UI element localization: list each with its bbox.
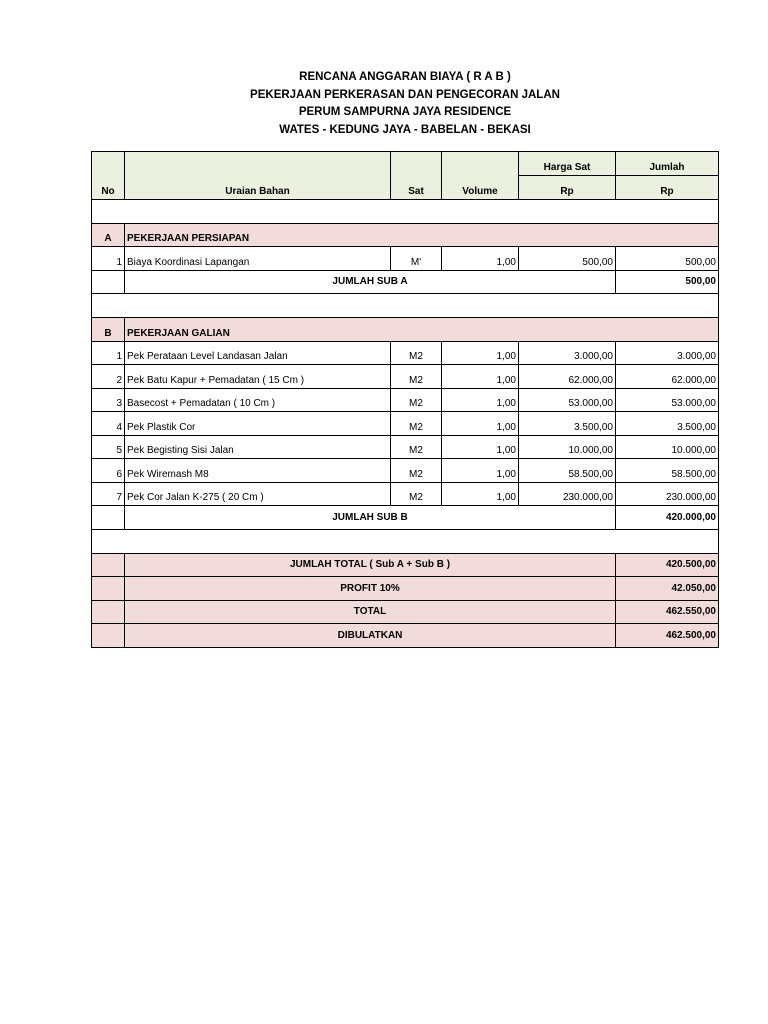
item-volume: 1,00 bbox=[442, 482, 519, 506]
rab-table bbox=[91, 151, 719, 648]
table-row bbox=[92, 459, 719, 483]
item-jumlah: 230.000,00 bbox=[616, 482, 719, 506]
item-harga: 62.000,00 bbox=[519, 365, 616, 389]
item-no: 1 bbox=[92, 247, 125, 271]
section-a-title: PEKERJAAN PERSIAPAN bbox=[125, 223, 719, 247]
item-volume: 1,00 bbox=[442, 341, 519, 365]
table-row bbox=[92, 482, 719, 506]
table-row bbox=[92, 388, 719, 412]
item-volume: 1,00 bbox=[442, 247, 519, 271]
item-no: 1 bbox=[92, 341, 125, 365]
item-sat: M2 bbox=[391, 435, 442, 459]
header-jumlah: Jumlah bbox=[616, 152, 719, 176]
item-sat: M2 bbox=[391, 482, 442, 506]
item-volume: 1,00 bbox=[442, 435, 519, 459]
section-b-title: PEKERJAAN GALIAN bbox=[125, 318, 719, 342]
item-jumlah: 3.500,00 bbox=[616, 412, 719, 436]
table-row bbox=[92, 365, 719, 389]
header-rp-jumlah: Rp bbox=[616, 176, 719, 200]
subtotal-b-label: JUMLAH SUB B bbox=[125, 506, 616, 530]
item-volume: 1,00 bbox=[442, 459, 519, 483]
total-label: JUMLAH TOTAL ( Sub A + Sub B ) bbox=[125, 553, 616, 577]
item-volume: 1,00 bbox=[442, 412, 519, 436]
profit-row bbox=[92, 577, 719, 601]
title-line-1: RENCANA ANGGARAN BIAYA ( R A B ) bbox=[299, 71, 511, 83]
blank-row bbox=[92, 529, 719, 553]
item-jumlah: 58.500,00 bbox=[616, 459, 719, 483]
title-line-4: WATES - KEDUNG JAYA - BABELAN - BEKASI bbox=[279, 123, 531, 136]
item-no: 3 bbox=[92, 388, 125, 412]
item-harga: 500,00 bbox=[519, 247, 616, 271]
item-no: 7 bbox=[92, 482, 125, 506]
header-row bbox=[92, 152, 719, 176]
item-uraian: Biaya Koordinasi Lapangan bbox=[125, 247, 391, 271]
item-sat: M2 bbox=[391, 412, 442, 436]
total-row bbox=[92, 553, 719, 577]
grand-total-row bbox=[92, 600, 719, 624]
item-no: 6 bbox=[92, 459, 125, 483]
header-rp-harga: Rp bbox=[519, 176, 616, 200]
item-jumlah: 500,00 bbox=[616, 247, 719, 271]
item-uraian: Pek Cor Jalan K-275 ( 20 Cm ) bbox=[125, 482, 391, 506]
header-uraian: Uraian Bahan bbox=[125, 152, 391, 200]
grand-total-label: TOTAL bbox=[125, 600, 616, 624]
title-line-2: PEKERJAAN PERKERASAN DAN PENGECORAN JALAN bbox=[250, 88, 560, 101]
section-b-header bbox=[92, 318, 719, 342]
item-uraian: Pek Begisting Sisi Jalan bbox=[125, 435, 391, 459]
item-sat: M2 bbox=[391, 459, 442, 483]
table-row bbox=[92, 412, 719, 436]
grand-total-value: 462.550,00 bbox=[616, 600, 719, 624]
rounded-value: 462.500,00 bbox=[616, 624, 719, 648]
item-uraian: Pek Batu Kapur + Pemadatan ( 15 Cm ) bbox=[125, 365, 391, 389]
subtotal-a-value: 500,00 bbox=[616, 270, 719, 294]
item-harga: 53.000,00 bbox=[519, 388, 616, 412]
item-no: 2 bbox=[92, 365, 125, 389]
profit-label: PROFIT 10% bbox=[125, 577, 616, 601]
profit-value: 42.050,00 bbox=[616, 577, 719, 601]
blank-row bbox=[92, 199, 719, 223]
table-row bbox=[92, 247, 719, 271]
item-uraian: Basecost + Pemadatan ( 10 Cm ) bbox=[125, 388, 391, 412]
title-line-3: PERUM SAMPURNA JAYA RESIDENCE bbox=[298, 106, 512, 118]
item-harga: 230.000,00 bbox=[519, 482, 616, 506]
rounded-label: DIBULATKAN bbox=[125, 624, 616, 648]
item-uraian: Pek Perataan Level Landasan Jalan bbox=[125, 341, 391, 365]
header-volume: Volume bbox=[442, 152, 519, 200]
item-no: 4 bbox=[92, 412, 125, 436]
section-a-code: A bbox=[92, 223, 125, 247]
item-harga: 3.500,00 bbox=[519, 412, 616, 436]
item-sat: M' bbox=[391, 247, 442, 271]
total-value: 420.500,00 bbox=[616, 553, 719, 577]
blank-row bbox=[92, 294, 719, 318]
item-sat: M2 bbox=[391, 365, 442, 389]
item-harga: 10.000,00 bbox=[519, 435, 616, 459]
item-jumlah: 10.000,00 bbox=[616, 435, 719, 459]
header-harga-sat: Harga Sat bbox=[519, 152, 616, 176]
item-volume: 1,00 bbox=[442, 388, 519, 412]
item-no: 5 bbox=[92, 435, 125, 459]
item-harga: 3.000,00 bbox=[519, 341, 616, 365]
item-jumlah: 62.000,00 bbox=[616, 365, 719, 389]
item-volume: 1,00 bbox=[442, 365, 519, 389]
table-row bbox=[92, 341, 719, 365]
header-sat: Sat bbox=[391, 152, 442, 200]
header-no: No bbox=[92, 152, 125, 200]
section-b-code: B bbox=[92, 318, 125, 342]
rounded-row bbox=[92, 624, 719, 648]
subtotal-b-value: 420.000,00 bbox=[616, 506, 719, 530]
item-uraian: Pek Plastik Cor bbox=[125, 412, 391, 436]
table-row bbox=[92, 435, 719, 459]
section-a-header bbox=[92, 223, 719, 247]
subtotal-a-label: JUMLAH SUB A bbox=[125, 270, 616, 294]
subtotal-b-row bbox=[92, 506, 719, 530]
item-harga: 58.500,00 bbox=[519, 459, 616, 483]
document-title bbox=[92, 69, 718, 139]
item-jumlah: 3.000,00 bbox=[616, 341, 719, 365]
item-sat: M2 bbox=[391, 341, 442, 365]
item-uraian: Pek Wiremash M8 bbox=[125, 459, 391, 483]
subtotal-a-row bbox=[92, 270, 719, 294]
item-jumlah: 53.000,00 bbox=[616, 388, 719, 412]
item-sat: M2 bbox=[391, 388, 442, 412]
